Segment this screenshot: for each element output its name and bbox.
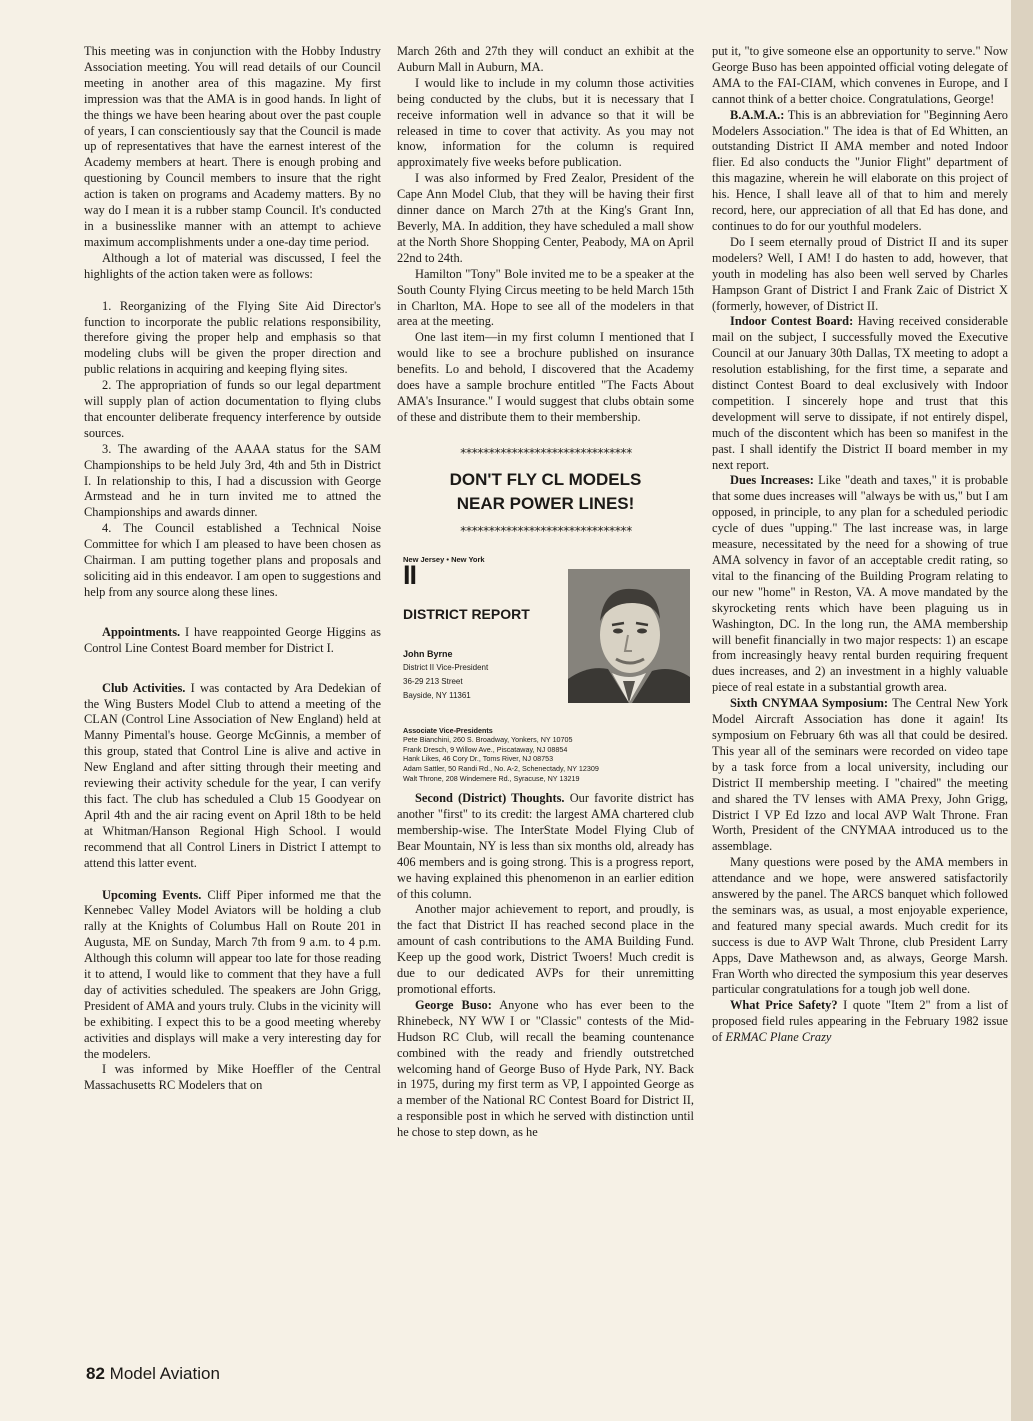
portrait-image xyxy=(568,569,690,703)
paragraph: Many questions were posed by the AMA members in attendance and we hope, were answered satisfactorily answered by the panel. The ARCS banquet which followed the seminars was, as usual, a most enjoyable experience, and featured many special awards. Much credit for its success is due to AVP Walt Throne, club President Larry Apps, Dave Mathewson and, as always, George Marsh. Fran Worth who directed the symposium this year deserves particular congratulations for a tough job well done. xyxy=(712,855,1008,997)
paragraph-bama: B.A.M.A.: This is an abbreviation for "Beginning Aero Modelers Association." The idea is that of Ed Whitten, an outstanding District II AMA member and noted Indoor flier. Ed also conducts the "Junior Flight" department of this magazine, wherein he will elaborate on this project of his. Hence, I shall leave all of that to him and merely record, here, our appreciation of all that Ed has done, and continues to do for our youthful modelers. xyxy=(712,107,1008,233)
associate-vp-line: Pete Bianchini, 260 S. Broadway, Yonkers, NY 10705 xyxy=(403,735,573,745)
paragraph: I would like to include in my column those activities being conducted by the clubs, but it is necessary that I receive information well in advance so that it will be released in time to cover that activity. As you may not know, information for the column is required approximately five weeks before publication. xyxy=(397,75,694,170)
subhead-price-safety: What Price Safety? xyxy=(730,998,838,1013)
paragraph: Another major achievement to report, and proudly, is the fact that District II has reached second place in the amount of cash contributions to the AMA Building Fund. Keep up the good work, District Twoers! Much credit is due to our dedicated AVPs for their unremitting promotional efforts. xyxy=(397,902,694,996)
district-number: II xyxy=(403,559,417,590)
subhead-upcoming-events: Upcoming Events. xyxy=(102,887,202,902)
paragraph: Although a lot of material was discussed, I feel the highlights of the action taken were as follows: xyxy=(84,250,381,281)
star-divider-bottom: ****************************** xyxy=(459,523,632,538)
author-name: John Byrne xyxy=(403,648,453,659)
subhead-george-buso: George Buso: xyxy=(415,997,492,1012)
paragraph: Do I seem eternally proud of District II and its super modelers? Well, I AM! I do hasten to add, however, that youth in modeling has also been well served by Charles Hampson Grant of District I and Frank Zaic of District X (formerly, however, of District II. xyxy=(712,234,1008,313)
banner-line-2: NEAR POWER LINES! xyxy=(456,493,635,513)
district-states: New Jersey • New York xyxy=(403,554,485,564)
page-edge xyxy=(1011,0,1033,1421)
subhead-dues-increases: Dues Increases: xyxy=(730,473,814,488)
paragraph: I was also informed by Fred Zealor, President of the Cape Ann Model Club, that they will be having their first dinner dance on March 27th at the King's Grant Inn, Beverly, MA. In addition, they have scheduled a mall show at the North Shore Shopping Center, Peabody, MA on April 22nd to 24th. xyxy=(397,171,694,265)
paragraph-price-safety: What Price Safety? I quote "Item 2" from a list of proposed field rules appearing in the February 1982 issue of ERMAC Plane Crazy xyxy=(712,998,1008,1045)
associate-vp-line: Hank Likes, 46 Cory Dr., Toms River, NJ 08753 xyxy=(403,754,554,764)
list-item: 2. The appropriation of funds so our legal department will supply plan of action documentation to flying clubs that encounter deliberate frequency interference by outside sources. xyxy=(84,378,381,440)
subhead-second-thoughts: Second (District) Thoughts. xyxy=(415,791,565,806)
banner-line-1: DON'T FLY CL MODELS xyxy=(449,469,642,489)
paragraph-indoor: Indoor Contest Board: Having received considerable mail on the subject, I successfully moved the Executive Council at our January 30th Dallas, TX meeting to adopt a resolution establishing, for the first time, a separate and distinct Contest Board to deal exclusively with Indoor competition. I sincerely hope and trust that this development will serve to dissipate, if not entirely dispel, much of the discontent which has been so manifest in the past. I shall identify the District II board member in my next report. xyxy=(712,314,1008,472)
paragraph: I was informed by Mike Hoeffler of the Central Massachusetts RC Modelers that on xyxy=(84,1062,381,1093)
page-number: 82 xyxy=(86,1364,105,1383)
paragraph: put it, "to give someone else an opportunity to serve." Now George Buso has been appointed official voting delegate of AMA to the FAI-CIAM, which convenes in Europe, and I cannot think of a better choice. Congratulations, George! xyxy=(712,44,1008,106)
page-footer xyxy=(86,1364,220,1384)
subhead-appointments: Appointments. xyxy=(102,624,181,639)
publication-title: ERMAC Plane Crazy xyxy=(725,1030,832,1045)
list-item: 3. The awarding of the AAAA status for the SAM Championships to be held July 3rd, 4th and 5th in District I. In relationship to this, I had a discussion with George Armstead and he in turn invited me to attned the Championships and awards dinner. xyxy=(84,441,381,520)
list-item: 4. The Council established a Technical Noise Committee for which I am pleased to have been chosen as Chairman. I am putting together plans and proposals and soliciting aid in this endeavor. I am open to suggestions and help from any source along these lines. xyxy=(84,521,381,599)
column-3 xyxy=(712,44,1008,1046)
magazine-name: Model Aviation xyxy=(109,1364,220,1383)
paragraph-george-buso: George Buso: Anyone who has ever been to the Rhinebeck, NY WW I or "Classic" contests of the Mid-Hudson RC Club, will recall the beaming countenance combined with the ready and friendly outstretched welcoming hand of George Buso of Hyde Park, NY. Back in 1975, during my first term as VP, I appointed George as a member of the National RC Contest Board for District II, a responsible post in which he served with distinction until he chose to step down, as he xyxy=(397,997,694,1140)
associate-vps xyxy=(403,726,694,784)
paragraph-appointments: Appointments. I have reappointed George Higgins as Control Line Contest Board member for District I. xyxy=(84,624,381,655)
associate-vp-line: Frank Dresch, 9 Willow Ave., Piscataway, NJ 08854 xyxy=(403,744,568,754)
associate-vps-heading: Associate Vice-Presidents xyxy=(403,725,493,735)
paragraph-club-activities: Club Activities. I was contacted by Ara Dedekian of the Wing Busters Model Club to attend a meeting of the CLAN (Control Line Association of New England) held at Manny Pimental's house. George McGinnis, a member of this group, stated that Control Line is alive and active in New England and after sitting through their meeting and reviewing their activity schedule for the year, I can verify this fact. The club has scheduled a Club 15 Goodyear on April 4th and the air racing event on April 18th to be held at Whitman/Hanson Regional High School. I would recommend that all Control Liners in District I attempt to attend this latter event. xyxy=(84,680,381,870)
paragraph: One last item—in my first column I mentioned that I would like to see a brochure published on insurance benefits. Lo and behold, I discovered that the Academy does have a sample brochure entitled "The Facts About AMA's Insurance." I would suggest that clubs obtain some of these and distribute them to their membership. xyxy=(397,330,694,424)
column-1 xyxy=(84,44,381,1094)
paragraph-upcoming-events: Upcoming Events. Cliff Piper informed me that the Kennebec Valley Model Aviators will be holding a club rally at the Knights of Columbus Hall on Route 201 in Augusta, ME on Sunday, March 7th from 9 a.m. to 4 p.m. Although this column will appear too late for those reading it to attend, I would like to comment that they have a full day of activities scheduled. The speakers are John Grigg, President of AMA and yours truly. Clubs in the vicinity will be exhibiting. I expect this to be a good meeting whereby activities and displays will make a very interesting day for the modelers. xyxy=(84,887,381,1061)
author-photo xyxy=(568,569,690,703)
subhead-symposium: Sixth CNYMAA Symposium: xyxy=(730,696,889,711)
subhead-bama: B.A.M.A.: xyxy=(730,107,785,122)
associate-vp-line: Walt Throne, 208 Windemere Rd., Syracuse, NY 13219 xyxy=(403,773,580,783)
list-item: 1. Reorganizing of the Flying Site Aid Director's function to incorporate the public relations responsibility, therefore giving the proper help and emphasis so that modeling clubs will be given the proper direction and public relations in acquiring and keeping flying sites. xyxy=(84,298,381,377)
safety-banner xyxy=(397,468,694,516)
author-address: District II Vice-President 36-29 213 Street Bayside, NY 11361 xyxy=(403,662,489,700)
paragraph: Hamilton "Tony" Bole invited me to be a speaker at the South County Flying Circus meeting to be held March 15th in Charlton, MA. Hope to see all of the modelers in that area at the meeting. xyxy=(397,266,694,329)
paragraph-symposium: Sixth CNYMAA Symposium: The Central New York Model Aircraft Association has done it again! Its symposium on February 6th was all that could be desired. This year all of the seminars were recorded on video tape by a task force from a local university, including our District II membership meeting. I "chaired" the meeting and shared the TV lenses with AMA Prexy, John Grigg, District I VP Ed Izzo and local AVP Walt Throne. Fran Worth, President of the CNYMAA introduced us to the assemblage. xyxy=(712,696,1009,854)
paragraph-dues: Dues Increases: Like "death and taxes," it is probable that some dues increases will "always be with us," but I am opposed, in principle, to any plan for a scheduled periodic cycle of dues "upping." The last increase was, in large measure, necessitated by the need for a showing of true AMA solvency in favor of an acceptable credit rating, so vital to the financing of the Building Program relating to our new "home" in Reston, VA. A move mandated by the skyrocketing rents which have been plaguing us in Washington, DC. In the long run, the AMA membership will benefit financially in two major respects: 1) an escape from increasingly heavy rental burden requiring frequent dues increases, and 2) an investment in a highly valuable piece of real estate in a substantial growth area. xyxy=(712,473,1009,695)
paragraph: This meeting was in conjunction with the Hobby Industry Association meeting. You will read details of our Council meeting in another area of this magazine. My first impression was that the AMA is in good hands. In light of the things we have been hearing about over the past couple of years, I can conscientiously say that the Council is made up of representatives that have the earnest interest of the Academy members at heart. There is enough probing and questioning by Council members to insure that the right action is taken on programs and Academy matters. By no way do I mean it is a rubber stamp Council. It's conducted in a businesslike manner with an attempt to achieve maximum accomplishments under a one-day time period. xyxy=(84,44,381,249)
subhead-indoor-contest-board: Indoor Contest Board: xyxy=(730,314,854,329)
paragraph: March 26th and 27th they will conduct an exhibit at the Auburn Mall in Auburn, MA. xyxy=(397,44,694,74)
star-divider-top: ****************************** xyxy=(459,445,632,460)
paragraph-second-thoughts: Second (District) Thoughts. Our favorite district has another "first" to its credit: the largest AMA chartered club membership-wise. The InterState Model Flying Club of Bear Mountain, NY is less than six months old, already has 406 members and is going strong. This is a progress report, we having explained this phenomenon in an earlier edition of this column. xyxy=(397,791,694,901)
district-report-header xyxy=(397,552,694,720)
associate-vp-line: Adam Sattler, 50 Randi Rd., No. A-2, Schenectady, NY 12309 xyxy=(403,763,599,773)
subhead-club-activities: Club Activities. xyxy=(102,680,186,695)
column-2 xyxy=(397,44,694,1141)
district-report-title: DISTRICT REPORT xyxy=(403,605,530,622)
